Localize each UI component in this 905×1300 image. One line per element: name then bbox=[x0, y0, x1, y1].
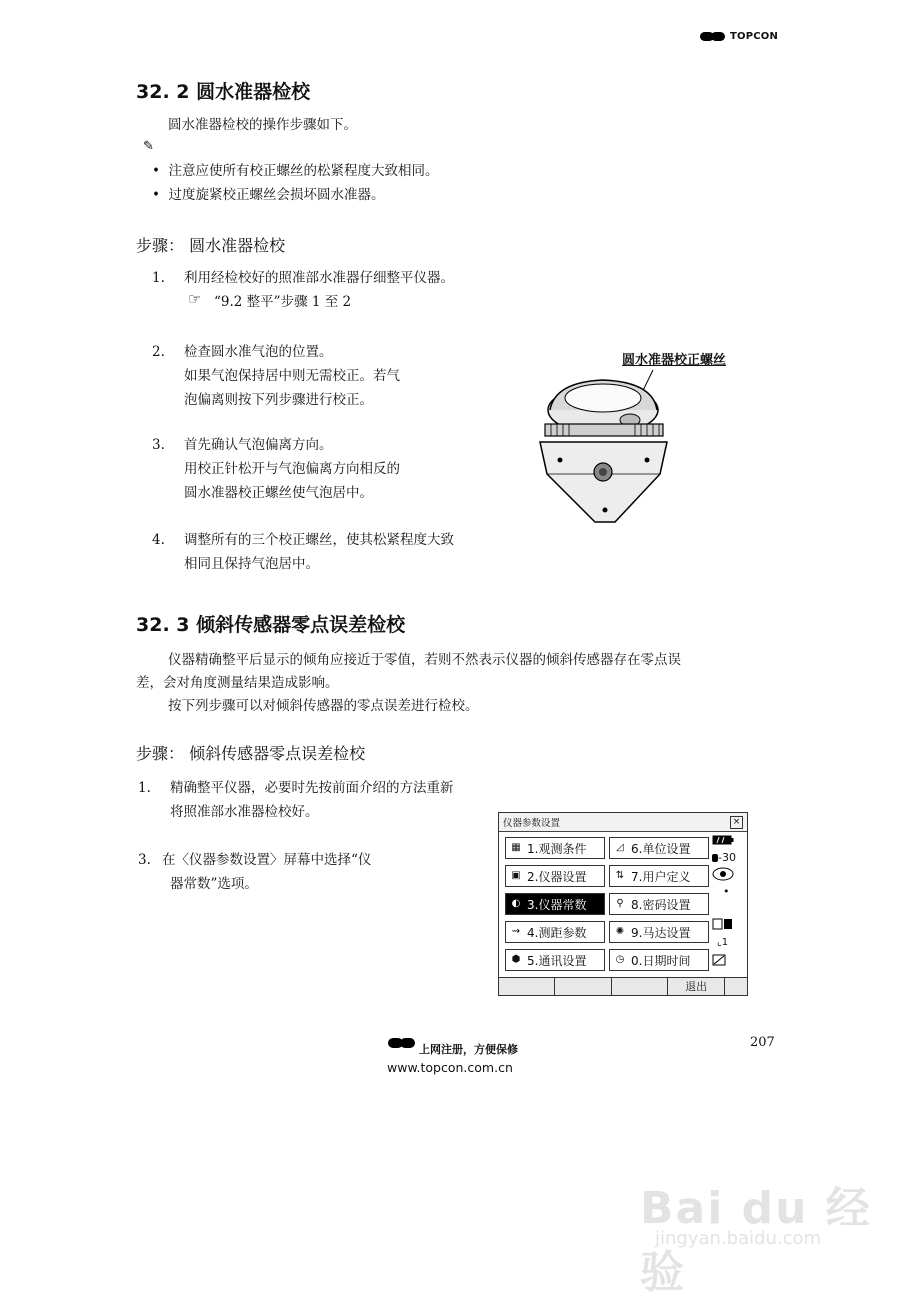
footer-url[interactable]: www.topcon.com.cn bbox=[387, 1060, 513, 1075]
step-32-3-3-line: 器常数”选项。 bbox=[170, 876, 258, 892]
step-1-number: 1. bbox=[152, 270, 165, 286]
clock-icon: ◷ bbox=[615, 954, 625, 965]
topcon-logo bbox=[700, 30, 778, 42]
grid-icon: ▦ bbox=[511, 842, 521, 853]
signal-value-text: -30 bbox=[718, 851, 736, 864]
battery-icon bbox=[712, 835, 734, 848]
menu-label: 3.仪器常数 bbox=[527, 897, 587, 912]
menu-label: 7.用户定义 bbox=[631, 869, 691, 884]
step-1-text: 利用经检校好的照准部水准器仔细整平仪器。 bbox=[184, 270, 454, 286]
step-32-3-3-number: 3. bbox=[138, 852, 151, 868]
menu-button-communication-settings[interactable] bbox=[505, 949, 605, 971]
step-4-text bbox=[184, 528, 454, 576]
pointing-hand-icon: ☞ bbox=[188, 290, 202, 308]
tribrach-illustration bbox=[535, 362, 715, 532]
step-32-3-3-text bbox=[162, 848, 371, 896]
footer-slogan: 上网注册，方便保修 bbox=[419, 1043, 518, 1056]
figure-label: 圆水准器校正螺丝 bbox=[622, 353, 727, 368]
softkey-f1[interactable] bbox=[499, 978, 555, 995]
step-32-3-1-line: 将照准部水准器检校好。 bbox=[170, 804, 319, 820]
menu-label: 4.测距参数 bbox=[527, 925, 587, 940]
section-32-3-paragraph-1a: 仪器精确整平后显示的倾角应接近于零值，若则不然表示仪器的倾斜传感器存在零点误 bbox=[168, 652, 681, 668]
note-icon: ✎ bbox=[143, 139, 154, 154]
swap-icon: ⇅ bbox=[615, 870, 625, 881]
triangle-icon: ◿ bbox=[616, 842, 624, 853]
constant-icon: ◐ bbox=[511, 898, 521, 909]
softkey-f2[interactable] bbox=[555, 978, 611, 995]
softkey-f3[interactable] bbox=[612, 978, 668, 995]
menu-button-password-settings[interactable] bbox=[609, 893, 709, 915]
menu-button-edm-parameters[interactable] bbox=[505, 921, 605, 943]
menu-button-date-time[interactable] bbox=[609, 949, 709, 971]
page-number: 207 bbox=[750, 1035, 775, 1050]
instrument-parameters-screen bbox=[498, 812, 748, 996]
key-icon: ⚲ bbox=[616, 898, 624, 909]
softkey-bar bbox=[499, 977, 747, 995]
dot-icon: • bbox=[723, 885, 730, 898]
menu-label: 1.观测条件 bbox=[527, 841, 587, 856]
note-list bbox=[152, 159, 439, 207]
step-3-line: 用校正针松开与气泡偏离方向相反的 bbox=[184, 461, 400, 477]
motor-icon: ✺ bbox=[615, 926, 625, 937]
menu-button-instrument-settings[interactable] bbox=[505, 865, 605, 887]
menu-label: 5.通讯设置 bbox=[527, 953, 587, 968]
menu-label: 6.单位设置 bbox=[631, 841, 691, 856]
target-icon bbox=[712, 867, 734, 884]
menu-label: 8.密码设置 bbox=[631, 897, 691, 912]
step-32-3-3-line: 在〈仪器参数设置〉屏幕中选择“仪 bbox=[162, 852, 372, 868]
baidu-watermark-logo: Bai du 经验 bbox=[640, 1183, 872, 1298]
softkey-exit[interactable]: 退出 bbox=[668, 978, 724, 995]
section-32-3-paragraph-1b: 差，会对角度测量结果造成影响。 bbox=[136, 675, 339, 691]
section-32-3-paragraph-2: 按下列步骤可以对倾斜传感器的零点误差进行检校。 bbox=[168, 698, 479, 714]
softkey-f5[interactable] bbox=[725, 978, 747, 995]
comm-icon: ⬢ bbox=[511, 954, 521, 965]
topcon-logo-text: TOPCON bbox=[730, 30, 779, 42]
step-3-line: 首先确认气泡偏离方向。 bbox=[184, 437, 333, 453]
footer-logo bbox=[388, 1036, 416, 1050]
signal-value bbox=[712, 851, 736, 864]
menu-button-motor-settings[interactable] bbox=[609, 921, 709, 943]
step-4-line: 相同且保持气泡居中。 bbox=[184, 556, 319, 572]
procedure-title-32-3: 步骤： 倾斜传感器零点误差检校 bbox=[136, 744, 366, 763]
menu-button-unit-settings[interactable] bbox=[609, 837, 709, 859]
memory-icon bbox=[712, 917, 734, 934]
menu-label: 9.马达设置 bbox=[631, 925, 691, 940]
menu-label: 0.日期时间 bbox=[631, 953, 691, 968]
screen-title: 仪器参数设置 bbox=[503, 818, 561, 829]
step-32-3-1-text bbox=[170, 776, 454, 824]
section-32-2-title: 32. 2 圆水准器检校 bbox=[136, 81, 311, 103]
menu-button-instrument-constants[interactable] bbox=[505, 893, 605, 915]
page-indicator-text: 1 bbox=[721, 937, 729, 948]
menu-label: 2.仪器设置 bbox=[527, 869, 587, 884]
step-4-line: 调整所有的三个校正螺丝，使其松紧程度大致 bbox=[184, 532, 454, 548]
step-32-3-1-line: 精确整平仪器，必要时先按前面介绍的方法重新 bbox=[170, 780, 454, 796]
step-3-text bbox=[184, 433, 400, 505]
note-text: 过度旋紧校正螺丝会损坏圆水准器。 bbox=[168, 187, 385, 203]
step-2-text bbox=[184, 340, 400, 412]
baidu-watermark-url: jingyan.baidu.com bbox=[655, 1228, 822, 1249]
page-indicator: ⌞1 bbox=[717, 937, 729, 948]
menu-button-user-defined[interactable] bbox=[609, 865, 709, 887]
footer-logo-mark bbox=[388, 1036, 416, 1050]
distance-icon: ⇝ bbox=[511, 926, 521, 937]
procedure-title-32-2: 步骤： 圆水准器检校 bbox=[136, 236, 286, 255]
step-3-line: 圆水准器校正螺丝使气泡居中。 bbox=[184, 485, 373, 501]
step-2-line: 检查圆水准气泡的位置。 bbox=[184, 344, 333, 360]
step-2-line: 泡偏离则按下列步骤进行校正。 bbox=[184, 392, 373, 408]
note-item: • 过度旋紧校正螺丝会损坏圆水准器。 bbox=[152, 187, 385, 203]
section-32-3-title: 32. 3 倾斜传感器零点误差检校 bbox=[136, 614, 406, 636]
menu-button-observation-conditions[interactable] bbox=[505, 837, 605, 859]
step-1-reference[interactable]: “9.2 整平”步骤 1 至 2 bbox=[214, 294, 352, 310]
step-32-3-1-number: 1. bbox=[138, 780, 151, 796]
step-4-number: 4. bbox=[152, 532, 165, 548]
step-2-line: 如果气泡保持居中则无需校正。若气 bbox=[184, 368, 400, 384]
close-button[interactable]: × bbox=[730, 816, 743, 829]
step-3-number: 3. bbox=[152, 437, 165, 453]
note-text: 注意应使所有校正螺丝的松紧程度大致相同。 bbox=[168, 163, 439, 179]
step-2-number: 2. bbox=[152, 344, 165, 360]
screen-titlebar bbox=[499, 813, 747, 832]
instrument-icon: ▣ bbox=[511, 870, 521, 881]
topcon-logo-mark bbox=[700, 30, 726, 42]
note-item: • 注意应使所有校正螺丝的松紧程度大致相同。 bbox=[152, 163, 439, 179]
input-mode-icon bbox=[712, 953, 728, 970]
section-32-2-intro: 圆水准器检校的操作步骤如下。 bbox=[168, 117, 357, 133]
